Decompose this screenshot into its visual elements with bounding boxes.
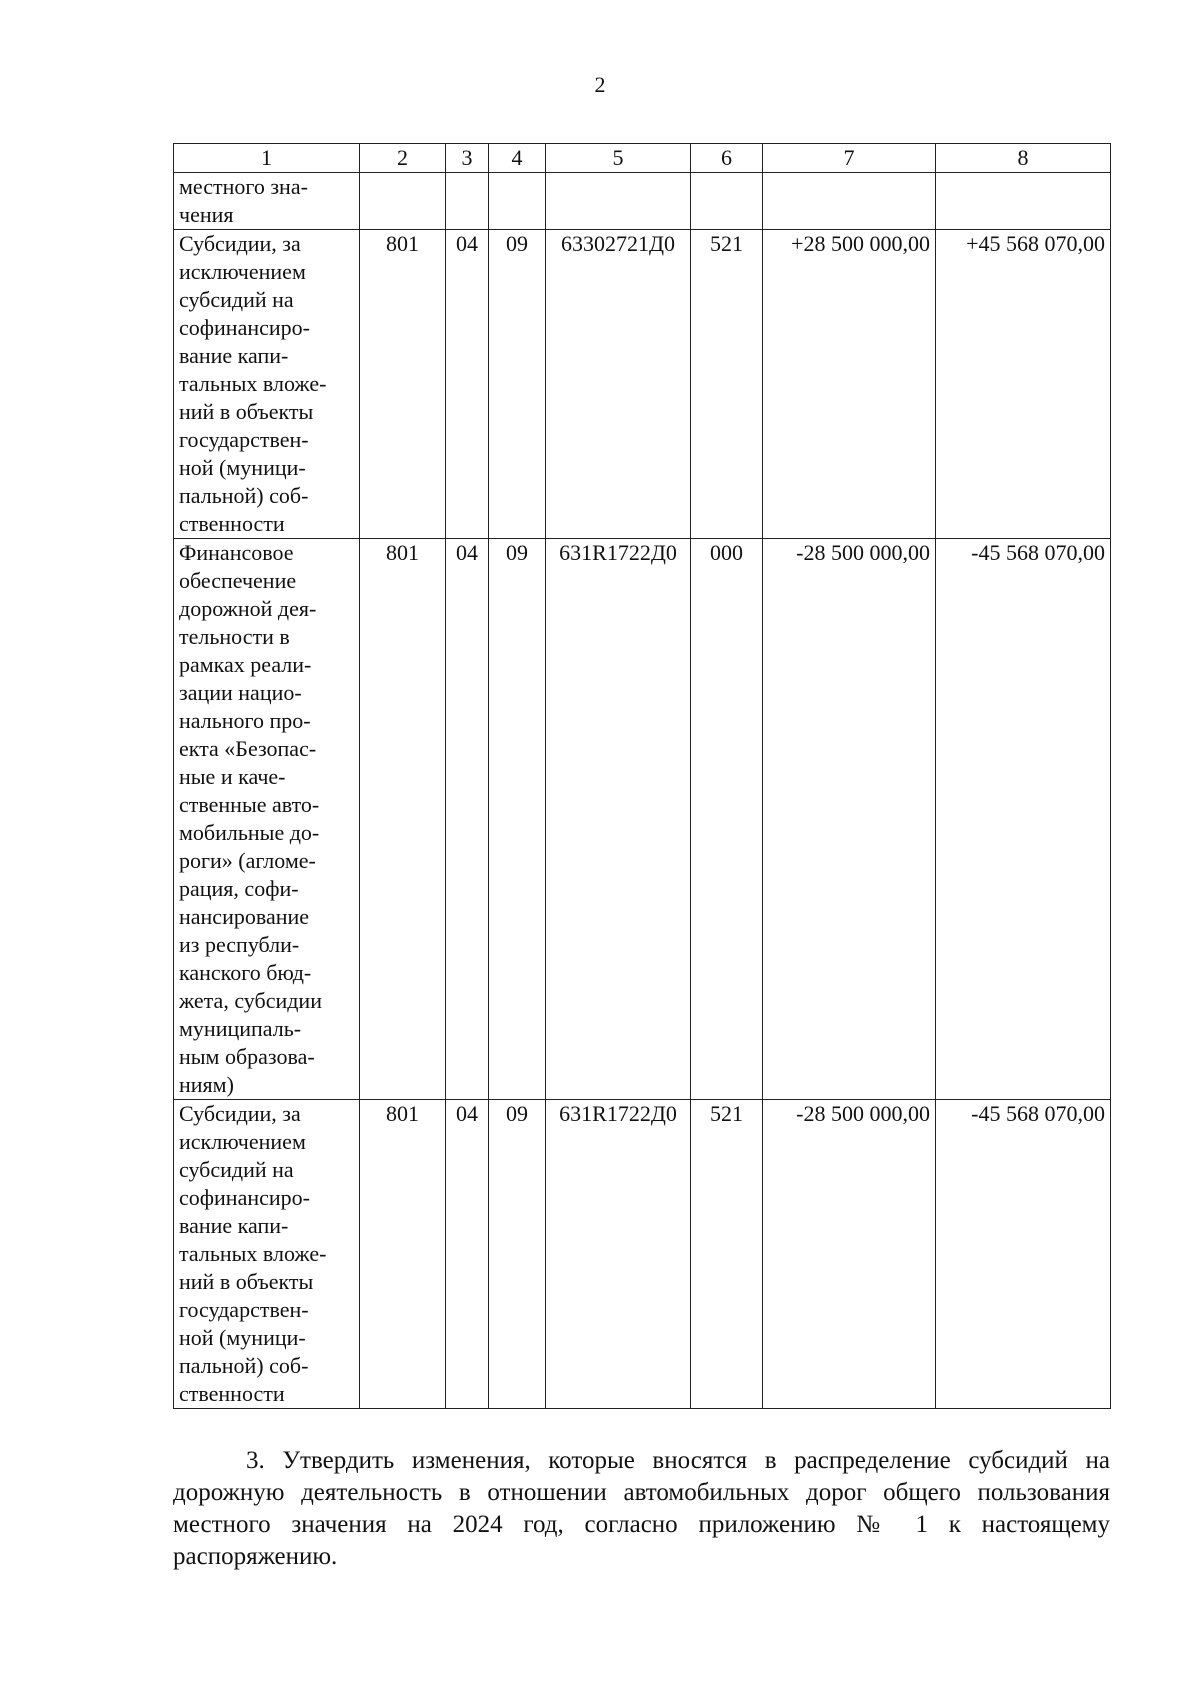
table-header-row [174,144,1111,173]
admin-code-cell: 801 [360,539,446,1100]
table-row [174,173,1111,230]
subsection-cell: 09 [489,230,546,539]
amount-cell: +28 500 000,00 [763,230,936,539]
amount-cell: -28 500 000,00 [763,539,936,1100]
header-cell: 4 [489,144,546,173]
expense-type-cell: 000 [691,539,763,1100]
expense-type-cell: 521 [691,1100,763,1409]
target-article-cell: 631R1722Д0 [546,539,691,1100]
subsection-cell: 09 [489,539,546,1100]
admin-code-cell: 801 [360,1100,446,1409]
header-cell: 8 [936,144,1111,173]
row-name-cell: Финансовое обеспечение дорожной дея- тельности в рамках реали- зации нацио- нального про- екта «Безопас- ные и каче- ственные авто- мобильные до- роги» (агломе- рация, софи- нансирование из республи- канского бюд- жета, субсидии муниципаль- ным образова- ниям) [174,539,360,1100]
amount-cell: -45 568 070,00 [936,539,1111,1100]
budget-changes-table [173,143,1111,1409]
header-cell: 7 [763,144,936,173]
page-number: 2 [594,72,606,97]
header-cell: 2 [360,144,446,173]
header-cell: 1 [174,144,360,173]
row-name-cell: Субсидии, за исключением субсидий на софинансиро- вание капи- тальных вложе- ний в объекты государствен- ной (муници- пальной) соб- ственности [174,1100,360,1409]
admin-code-cell: 801 [360,230,446,539]
amount-cell: -45 568 070,00 [936,1100,1111,1409]
target-article-cell: 631R1722Д0 [546,1100,691,1409]
section-cell [446,173,489,230]
table-row [174,230,1111,539]
amount-cell: +45 568 070,00 [936,230,1111,539]
subsection-cell [489,173,546,230]
section-cell: 04 [446,230,489,539]
section-cell: 04 [446,539,489,1100]
row-name-cell: местного зна- чения [174,173,360,230]
row-name-cell: Субсидии, за исключением субсидий на софинансиро- вание капи- тальных вложе- ний в объекты государствен- ной (муници- пальной) соб- ственности [174,230,360,539]
expense-type-cell: 521 [691,230,763,539]
target-article-cell: 63302721Д0 [546,230,691,539]
table-row [174,1100,1111,1409]
admin-code-cell [360,173,446,230]
target-article-cell [546,173,691,230]
subsection-cell: 09 [489,1100,546,1409]
amount-cell: -28 500 000,00 [763,1100,936,1409]
header-cell: 5 [546,144,691,173]
resolution-paragraph: 3. Утвердить изменения, которые вносятся в распределение субсидий на дорожную деятельность в отношении автомобильных дорог общего пользования местного значения на 2024 год, согласно приложению № 1 к настоящему распоряжению. [173,1447,1110,1570]
header-cell: 6 [691,144,763,173]
amount-cell [936,173,1111,230]
header-cell: 3 [446,144,489,173]
amount-cell [763,173,936,230]
section-cell: 04 [446,1100,489,1409]
table-row [174,539,1111,1100]
expense-type-cell [691,173,763,230]
